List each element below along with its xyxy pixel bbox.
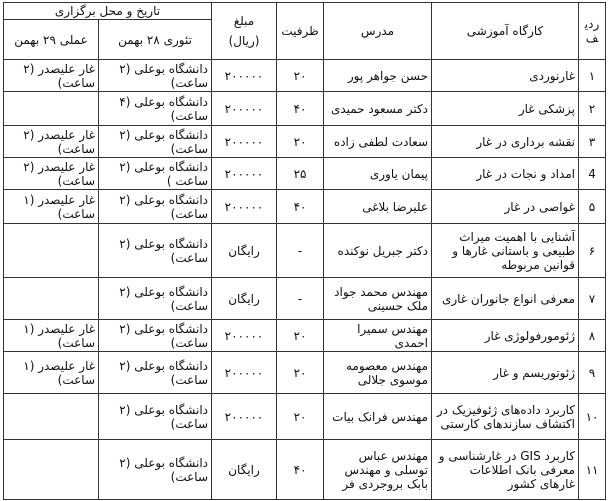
practical-session-cell: غار علیصدر (۲ ساعت): [4, 158, 99, 190]
header-teacher: مدرس: [324, 3, 432, 60]
header-row-top: [4, 3, 606, 20]
workshop-title-cell: کاربرد داده‌های ژئوفیزیک در اکتشاف سازندهای کارستی: [432, 394, 579, 440]
table-row: [4, 190, 606, 224]
teacher-cell: مهندس محمد جواد ملک حسینی: [324, 278, 432, 320]
theory-session-cell: دانشگاه بوعلی (۲ ساعت): [99, 278, 212, 320]
capacity-cell: ۲۰: [277, 320, 324, 352]
capacity-cell: ۲۰: [277, 60, 324, 92]
capacity-cell: ۴۰: [277, 440, 324, 500]
teacher-cell: دکتر جبریل نوکنده: [324, 224, 432, 278]
workshop-title-cell: پزشکی غار: [432, 92, 579, 126]
theory-session-cell: دانشگاه بوعلی (۲ ساعت): [99, 394, 212, 440]
workshop-title-cell: نقشه برداری در غار: [432, 126, 579, 158]
row-number-cell: ۳: [579, 126, 606, 158]
fee-cell: ۲۰۰۰۰۰: [212, 394, 277, 440]
teacher-cell: پیمان یاوری: [324, 158, 432, 190]
table-row: [4, 92, 606, 126]
workshop-title-cell: ژئوتوریسم و غار: [432, 352, 579, 394]
capacity-cell: ۲۵: [277, 158, 324, 190]
table-row: [4, 158, 606, 190]
practical-session-cell: [4, 440, 99, 500]
workshop-title-cell: کاربرد GIS در غارشناسی و معرفی بانک اطلاعات غارهای کشور: [432, 440, 579, 500]
practical-session-cell: [4, 92, 99, 126]
theory-session-cell: دانشگاه بوعلی (۴ ساعت): [99, 92, 212, 126]
workshop-title-cell: غارنوردی: [432, 60, 579, 92]
capacity-cell: -: [277, 278, 324, 320]
capacity-cell: ۴۰: [277, 92, 324, 126]
practical-session-cell: غار علیصدر (۱ ساعت): [4, 320, 99, 352]
workshop-title-cell: غواصی در غار: [432, 190, 579, 224]
teacher-cell: مهندس معصومه موسوی جلالی: [324, 352, 432, 394]
header-practical: عملی ۲۹ بهمن: [4, 20, 99, 60]
fee-cell: ۲۰۰۰۰۰: [212, 126, 277, 158]
row-number-cell: 4: [579, 158, 606, 190]
practical-session-cell: غار علیصدر (۲ ساعت): [4, 60, 99, 92]
theory-session-cell: دانشگاه بوعلی (۲ ساعت): [99, 190, 212, 224]
table-row: [4, 224, 606, 278]
theory-session-cell: دانشگاه بوعلی (۲ ساعت): [99, 440, 212, 500]
teacher-cell: سعادت لطفی زاده: [324, 126, 432, 158]
header-workshop-title: کارگاه آموزشی: [432, 3, 579, 60]
header-theory: تئوری ۲۸ بهمن: [99, 20, 212, 60]
capacity-cell: ۲۰: [277, 394, 324, 440]
theory-session-cell: دانشگاه بوعلی (۲ ساعت ): [99, 158, 212, 190]
theory-session-cell: دانشگاه بوعلی (۲ ساعت): [99, 224, 212, 278]
workshop-title-cell: آشنایی با اهمیت میراث طبیعی و باستانی غارها و قوانین مربوطه: [432, 224, 579, 278]
table-row: [4, 278, 606, 320]
header-fee-line1: مبلغ: [233, 14, 255, 28]
teacher-cell: مهندس فرانک بیات: [324, 394, 432, 440]
practical-session-cell: [4, 224, 99, 278]
header-fee: [212, 3, 277, 60]
row-number-cell: ۷: [579, 278, 606, 320]
practical-session-cell: [4, 278, 99, 320]
capacity-cell: ۲۰: [277, 126, 324, 158]
header-fee-line2: (ریال): [228, 34, 260, 48]
row-number-cell: ۶: [579, 224, 606, 278]
practical-session-cell: غار علیصدر (۱ ساعت): [4, 352, 99, 394]
table-body: [4, 60, 606, 500]
row-number-cell: ۱: [579, 60, 606, 92]
capacity-cell: ۴۰: [277, 190, 324, 224]
practical-session-cell: [4, 394, 99, 440]
workshop-title-cell: معرفی انواع جانوران غاری: [432, 278, 579, 320]
fee-cell: ۲۰۰۰۰۰: [212, 320, 277, 352]
row-number-cell: ۱۰: [579, 394, 606, 440]
teacher-cell: دکتر مسعود حمیدی: [324, 92, 432, 126]
row-number-cell: ۹: [579, 352, 606, 394]
teacher-cell: مهندس عباس توسلی و مهندس بابک بروجردی فر: [324, 440, 432, 500]
table-row: [4, 60, 606, 92]
workshop-schedule-table: [3, 2, 606, 500]
table-row: [4, 320, 606, 352]
row-number-cell: ۸: [579, 320, 606, 352]
theory-session-cell: دانشگاه بوعلی (۲ ساعت): [99, 60, 212, 92]
fee-cell: ۲۰۰۰۰۰: [212, 92, 277, 126]
theory-session-cell: دانشگاه بوعلی (۲ ساعت): [99, 352, 212, 394]
practical-session-cell: غار علیصدر (۱ ساعت): [4, 190, 99, 224]
header-date-place: تاریخ و محل برگزاری: [4, 3, 212, 20]
fee-cell: رایگان: [212, 224, 277, 278]
fee-cell: ۲۰۰۰۰۰: [212, 158, 277, 190]
table-row: [4, 352, 606, 394]
table-row: [4, 126, 606, 158]
capacity-cell: ۲۰: [277, 352, 324, 394]
row-number-cell: ۱۱: [579, 440, 606, 500]
fee-cell: ۲۰۰۰۰۰: [212, 352, 277, 394]
workshop-title-cell: ژئومورفولوژی غار: [432, 320, 579, 352]
teacher-cell: علیرضا بلاغی: [324, 190, 432, 224]
table-row: [4, 394, 606, 440]
fee-cell: رایگان: [212, 278, 277, 320]
fee-cell: رایگان: [212, 440, 277, 500]
workshop-title-cell: امداد و نجات در غار: [432, 158, 579, 190]
row-number-cell: ۵: [579, 190, 606, 224]
practical-session-cell: غار علیصدر (۲ ساعت): [4, 126, 99, 158]
table-row: [4, 440, 606, 500]
row-number-cell: ۲: [579, 92, 606, 126]
fee-cell: ۲۰۰۰۰۰: [212, 190, 277, 224]
capacity-cell: -: [277, 224, 324, 278]
fee-cell: ۲۰۰۰۰۰: [212, 60, 277, 92]
teacher-cell: مهندس سمیرا احمدی: [324, 320, 432, 352]
header-capacity: ظرفیت: [277, 3, 324, 60]
theory-session-cell: دانشگاه بوعلی (۲ ساعت): [99, 320, 212, 352]
teacher-cell: حسن جواهر پور: [324, 60, 432, 92]
header-row-number: ردیف: [579, 3, 606, 60]
theory-session-cell: دانشگاه بوعلی (۲ ساعت): [99, 126, 212, 158]
